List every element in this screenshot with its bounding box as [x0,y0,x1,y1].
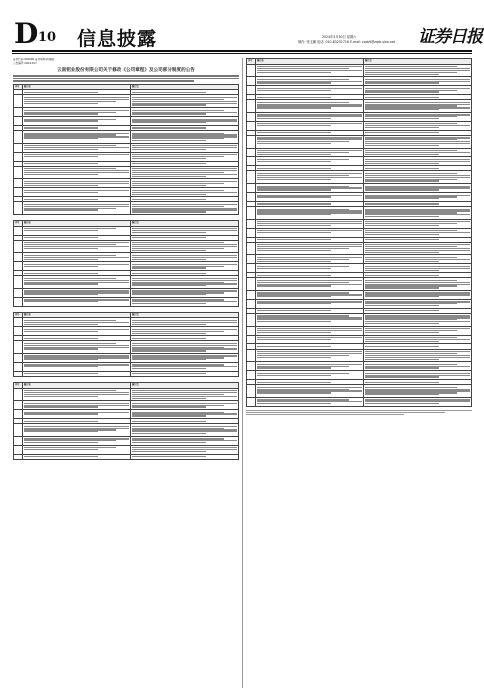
row-number [247,255,256,264]
row-number [14,371,23,376]
cell-after [364,362,472,371]
table-row [247,349,472,362]
row-number [14,131,23,144]
row-number [247,371,256,380]
row-number [14,179,23,188]
table-row [14,410,239,419]
cell-after [364,278,472,291]
table-row [14,401,239,410]
cell-before [256,362,364,371]
row-number [14,327,23,336]
page-number: 10 [38,30,57,45]
table-row [247,171,472,184]
table-row [14,436,239,445]
header-after: 修订后 [131,382,239,388]
right-column [246,58,472,688]
cell-before [23,152,131,161]
table-row [14,117,239,126]
cell-after [364,335,472,344]
revision-tables-left [13,84,239,460]
row-number [14,108,23,117]
table-row [247,148,472,157]
table-row [247,184,472,193]
cell-after [131,202,239,215]
cell-after [131,454,239,459]
table-row [14,371,239,376]
cell-before [23,362,131,371]
table-row [247,335,472,344]
cell-after [131,388,239,401]
row-number [247,171,256,184]
cell-after [131,362,239,371]
cell-before [256,112,364,121]
header-no: 序号 [14,382,23,388]
table-row [247,371,472,380]
header-after: 修订后 [131,312,239,318]
cell-before [256,207,364,220]
cell-after [131,288,239,297]
cell-before [23,424,131,437]
notice-title: 云南铝业股份有限公司关于修改《公司章程》及公司部分制度的公告 [57,68,195,74]
masthead [0,0,484,54]
cell-before [23,454,131,459]
header-no: 序号 [247,59,256,65]
header-no: 序号 [14,84,23,90]
left-column [13,58,239,688]
row-number [14,143,23,152]
section-title: 信息披露 [77,28,158,50]
table-row [247,77,472,86]
header-rule-thin [12,53,472,54]
row-number [14,353,23,362]
row-number [247,148,256,157]
row-number [247,242,256,255]
cell-before [23,253,131,262]
cell-after [131,253,239,262]
row-number [247,313,256,326]
table-row [14,95,239,108]
cell-before [23,262,131,271]
cell-after [364,86,472,95]
table-row [14,288,239,297]
cell-before [23,445,131,454]
table-row [247,299,472,308]
cell-before [256,184,364,193]
cell-before [23,327,131,336]
cell-after [131,226,239,235]
row-number [247,397,256,406]
stock-code-line: 证券代码:002640 证券简称:跨境通 [13,58,55,61]
cell-before [256,100,364,113]
header-before: 修订前 [23,84,131,90]
table-row [14,262,239,271]
cell-before [23,95,131,108]
header-no: 序号 [14,312,23,318]
cell-before [23,341,131,354]
cell-before [256,385,364,398]
row-number [14,318,23,327]
column-divider [242,58,243,688]
table-row [247,264,472,273]
table-row [14,143,239,152]
cell-after [131,108,239,117]
row-number [14,436,23,445]
cell-after [131,341,239,354]
row-number [14,202,23,215]
row-number [14,297,23,306]
cell-after [364,100,472,113]
row-number [14,445,23,454]
cell-after [131,436,239,445]
row-number [247,362,256,371]
cell-before [23,401,131,410]
row-number [14,288,23,297]
table-row [247,313,472,326]
cell-after [364,291,472,300]
cell-before [256,64,364,77]
table-row [14,226,239,235]
cell-after [364,157,472,166]
cell-before [23,240,131,253]
header-no: 序号 [14,221,23,227]
cell-before [23,179,131,188]
cell-after [364,299,472,308]
revision-table [13,382,239,460]
cell-before [256,171,364,184]
table-row [247,397,472,406]
cell-before [256,349,364,362]
row-number [247,219,256,228]
editor-line: 制作: 张玉鹏 电话: 010-83251716 E-mail: zqrb9@zqrb.sina.net [298,40,396,44]
row-number [247,207,256,220]
header-before: 修订前 [23,221,131,227]
cell-before [256,157,364,166]
cell-after [364,385,472,398]
cell-before [23,226,131,235]
table-row [14,108,239,117]
table-row [14,341,239,354]
cell-before [23,388,131,401]
table-row [247,193,472,202]
revision-table [13,312,239,377]
table-row [14,454,239,459]
row-number [14,152,23,161]
cell-before [23,188,131,197]
table-row [14,318,239,327]
row-number [247,278,256,291]
cell-after [364,121,472,130]
row-number [14,362,23,371]
revision-table [13,220,239,307]
cell-before [256,86,364,95]
cell-after [131,166,239,179]
cell-after [131,318,239,327]
cell-after [131,152,239,161]
cell-after [131,131,239,144]
closing-paragraph [246,410,472,415]
cell-before [23,297,131,306]
table-row [14,327,239,336]
table-row [14,362,239,371]
table-row [247,86,472,95]
header-before: 修订前 [23,312,131,318]
cell-after [364,171,472,184]
cell-before [23,288,131,297]
cell-before [256,77,364,86]
cell-after [131,179,239,188]
cell-before [23,318,131,327]
table-row [247,135,472,148]
cell-after [131,401,239,410]
revision-table [13,84,239,215]
table-row [14,388,239,401]
cell-after [364,135,472,148]
table-row [247,157,472,166]
table-row [247,385,472,398]
cell-before [23,166,131,179]
cell-after [364,371,472,380]
cell-before [23,436,131,445]
header-after: 修订后 [131,221,239,227]
cell-after [131,445,239,454]
row-number [247,299,256,308]
table-row [247,291,472,300]
row-number [14,166,23,179]
table-row [247,64,472,77]
row-number [247,335,256,344]
cell-before [256,371,364,380]
table-row [247,228,472,237]
row-number [14,276,23,289]
cell-before [23,108,131,117]
cell-before [23,131,131,144]
row-number [14,253,23,262]
table-row [14,240,239,253]
cell-after [364,255,472,264]
cell-after [131,371,239,376]
cell-after [131,262,239,271]
cell-before [23,117,131,126]
row-number [14,226,23,235]
header-before: 修订前 [256,59,364,65]
cell-after [364,349,472,362]
cell-before [256,135,364,148]
table-row [14,297,239,306]
newspaper-logo: 证券日报 [418,27,482,47]
row-number [247,193,256,202]
cell-before [256,291,364,300]
cell-after [131,117,239,126]
row-number [14,240,23,253]
table-row [14,424,239,437]
row-number [14,424,23,437]
table-row [14,276,239,289]
cell-after [364,219,472,228]
cell-before [256,264,364,273]
row-number [14,401,23,410]
cell-after [364,326,472,335]
cell-before [256,255,364,264]
row-number [247,86,256,95]
row-number [247,184,256,193]
table-row [247,255,472,264]
table-row [14,152,239,161]
row-number [247,326,256,335]
cell-after [131,143,239,152]
cell-after [131,95,239,108]
cell-before [256,148,364,157]
table-row [14,188,239,197]
row-number [247,385,256,398]
cell-after [364,313,472,326]
cell-after [131,240,239,253]
cell-before [256,326,364,335]
row-number [247,100,256,113]
cell-after [364,77,472,86]
cell-after [364,228,472,237]
cell-before [23,276,131,289]
cell-after [131,188,239,197]
cell-before [23,143,131,152]
cell-after [364,148,472,157]
cell-before [23,410,131,419]
row-number [14,188,23,197]
cell-after [364,184,472,193]
row-number [247,291,256,300]
cell-before [256,299,364,308]
table-row [247,100,472,113]
row-number [247,121,256,130]
cell-after [131,424,239,437]
header-meta [298,35,408,45]
table-row [14,253,239,262]
row-number [14,95,23,108]
table-row [247,121,472,130]
table-row [247,242,472,255]
cell-before [256,228,364,237]
table-row [14,353,239,362]
cell-after [364,112,472,121]
cell-after [364,207,472,220]
cell-before [23,371,131,376]
cell-before [256,335,364,344]
cell-after [364,242,472,255]
revision-table-right [246,58,472,407]
cell-after [364,64,472,77]
cell-before [23,353,131,362]
cell-after [131,327,239,336]
cell-before [256,193,364,202]
row-number [14,454,23,459]
row-number [14,410,23,419]
header-after: 修订后 [131,84,239,90]
table-row [247,326,472,335]
intro-paragraph [13,75,239,82]
cell-before [256,121,364,130]
issue-date: 2024年3月30日 星期六 [322,35,357,39]
cell-after [131,297,239,306]
table-row [14,179,239,188]
table-row [247,362,472,371]
table-row [247,278,472,291]
row-number [247,228,256,237]
cell-after [131,276,239,289]
table-row [14,202,239,215]
row-number [14,262,23,271]
row-number [247,135,256,148]
cell-after [131,410,239,419]
cell-after [131,353,239,362]
page-letter: D [14,17,39,50]
cell-before [256,278,364,291]
row-number [247,112,256,121]
row-number [14,117,23,126]
row-number [14,341,23,354]
table-row [247,112,472,121]
row-number [247,77,256,86]
row-number [14,388,23,401]
cell-before [256,242,364,255]
cell-after [364,193,472,202]
cell-after [364,397,472,406]
row-number [247,64,256,77]
header-before: 修订前 [23,382,131,388]
table-row [14,131,239,144]
cell-before [256,397,364,406]
table-row [14,166,239,179]
header-after: 修订后 [364,59,472,65]
row-number [247,264,256,273]
announcement-number: 公告编号:2024-017 [13,61,37,65]
table-row [247,207,472,220]
cell-before [256,219,364,228]
cell-before [23,202,131,215]
row-number [247,349,256,362]
row-number [247,157,256,166]
cell-after [364,264,472,273]
header-rule [12,50,472,52]
table-row [247,219,472,228]
table-row [14,445,239,454]
cell-before [256,313,364,326]
